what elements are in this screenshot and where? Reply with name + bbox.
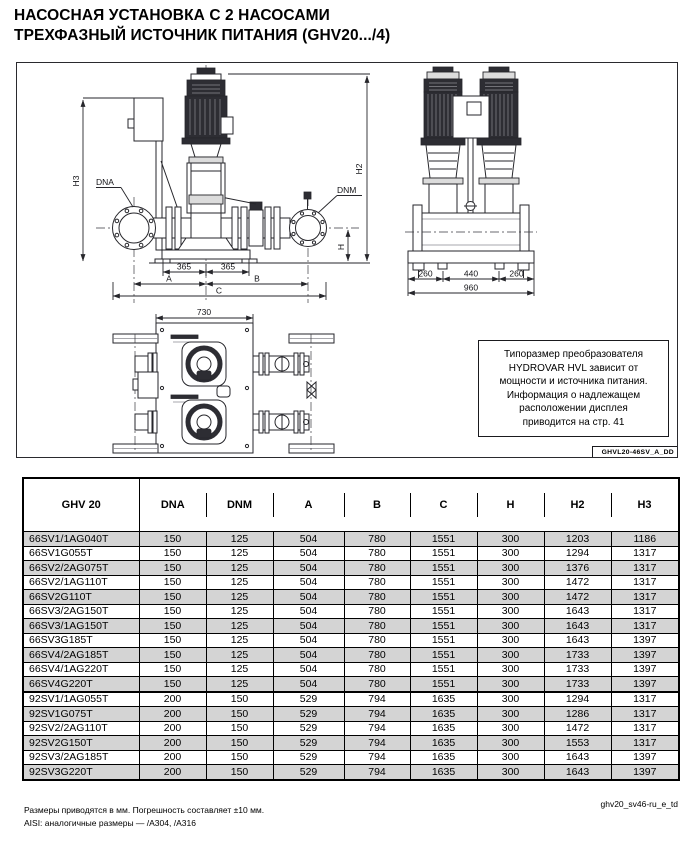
dim-a-label: A (166, 273, 172, 284)
value-cell: 300 (477, 736, 544, 751)
value-cell: 1551 (410, 575, 477, 590)
note-line: Типоразмер преобразователя (504, 349, 643, 360)
model-cell: 92SV1/1AG055T (23, 692, 139, 707)
value-cell: 780 (344, 677, 410, 692)
value-cell: 1397 (611, 633, 679, 648)
table-row (23, 721, 679, 736)
table-row (23, 677, 679, 692)
value-cell: 300 (477, 561, 544, 576)
value-cell: 504 (273, 648, 344, 663)
value-cell: 150 (139, 604, 206, 619)
value-cell: 300 (477, 590, 544, 605)
side-view (405, 67, 537, 296)
value-cell: 1635 (410, 765, 477, 780)
model-cell: 66SV3G185T (23, 633, 139, 648)
value-cell: 200 (139, 736, 206, 751)
dna-label: DNA (96, 177, 114, 187)
value-cell: 504 (273, 662, 344, 677)
table-row (23, 561, 679, 576)
value-cell: 150 (206, 721, 273, 736)
baseplate (408, 251, 534, 263)
control-cabinet (134, 98, 163, 141)
value-cell: 780 (344, 648, 410, 663)
value-cell: 1551 (410, 677, 477, 692)
model-cell: 66SV1G055T (23, 546, 139, 561)
value-cell: 1551 (410, 561, 477, 576)
value-cell: 300 (477, 692, 544, 707)
table-row (23, 575, 679, 590)
value-cell: 200 (139, 750, 206, 765)
note-line: HYDROVAR HVL зависит от (508, 362, 639, 374)
value-cell: 1635 (410, 736, 477, 751)
value-cell: 150 (206, 692, 273, 707)
value-cell: 504 (273, 604, 344, 619)
value-cell: 125 (206, 604, 273, 619)
table-row (23, 590, 679, 605)
value-cell: 1635 (410, 721, 477, 736)
page-title (14, 6, 390, 46)
value-cell: 780 (344, 532, 410, 547)
value-cell: 1397 (611, 750, 679, 765)
discharge-flange (290, 192, 327, 247)
value-cell: 1317 (611, 561, 679, 576)
value-cell: 200 (139, 692, 206, 707)
value-cell: 504 (273, 546, 344, 561)
value-cell: 1553 (544, 736, 611, 751)
dim-365-left: 365 (176, 261, 192, 272)
value-cell: 1733 (544, 662, 611, 677)
value-cell: 1635 (410, 707, 477, 722)
value-cell: 1317 (611, 692, 679, 707)
value-cell: 1635 (410, 692, 477, 707)
dim-b-label: B (254, 273, 260, 284)
model-cell: 66SV3/2AG150T (23, 604, 139, 619)
dim-365-right: 365 (220, 261, 236, 272)
table-row (23, 765, 679, 780)
value-cell: 300 (477, 619, 544, 634)
value-cell: 504 (273, 590, 344, 605)
table-row (23, 633, 679, 648)
dnm-label: DNM (337, 185, 357, 195)
value-cell: 125 (206, 648, 273, 663)
note-line: Информация о надлежащем (506, 389, 641, 401)
value-cell: 1317 (611, 546, 679, 561)
hydrovar-display (467, 102, 481, 115)
footnote-line2: AISI: аналогичные размеры — /A304, /A316 (24, 817, 196, 828)
value-cell: 1472 (544, 575, 611, 590)
value-cell: 529 (273, 736, 344, 751)
column-header: C (410, 478, 477, 532)
model-cell: 92SV2/2AG110T (23, 721, 139, 736)
value-cell: 1472 (544, 590, 611, 605)
value-cell: 125 (206, 590, 273, 605)
value-cell: 780 (344, 546, 410, 561)
value-cell: 125 (206, 677, 273, 692)
model-cell: 66SV2/2AG075T (23, 561, 139, 576)
value-cell: 1551 (410, 619, 477, 634)
value-cell: 780 (344, 604, 410, 619)
value-cell: 300 (477, 532, 544, 547)
note-line: приводится на стр. 41 (522, 416, 625, 428)
value-cell: 1643 (544, 633, 611, 648)
front-view (71, 65, 370, 303)
column-header: DNA (139, 478, 206, 532)
hydrovar-note (478, 340, 669, 437)
value-cell: 300 (477, 546, 544, 561)
value-cell: 1551 (410, 532, 477, 547)
value-cell: 300 (477, 765, 544, 780)
model-cell: 92SV2G150T (23, 736, 139, 751)
value-cell: 150 (139, 662, 206, 677)
value-cell: 780 (344, 662, 410, 677)
value-cell: 150 (139, 561, 206, 576)
table-row (23, 692, 679, 707)
value-cell: 1643 (544, 619, 611, 634)
value-cell: 1551 (410, 633, 477, 648)
h2-dim-label: H2 (354, 163, 364, 175)
h3-dim-label: H3 (71, 175, 81, 187)
table-body (23, 532, 679, 780)
column-header: GHV 20 (23, 478, 139, 532)
value-cell: 1317 (611, 736, 679, 751)
table-row (23, 546, 679, 561)
value-cell: 125 (206, 561, 273, 576)
model-cell: 66SV4G220T (23, 677, 139, 692)
drawing-frame (16, 62, 678, 458)
table-row (23, 619, 679, 634)
dimensions-table-wrapper (22, 477, 678, 781)
value-cell: 780 (344, 619, 410, 634)
value-cell: 1635 (410, 750, 477, 765)
value-cell: 504 (273, 677, 344, 692)
value-cell: 529 (273, 750, 344, 765)
note-line: расположении дисплея (519, 403, 628, 414)
value-cell: 1376 (544, 561, 611, 576)
table-row (23, 707, 679, 722)
footnote-line1: Размеры приводятся в мм. Погрешность составляет ±10 мм. (24, 805, 265, 815)
value-cell: 1472 (544, 721, 611, 736)
model-cell: 92SV3/2AG185T (23, 750, 139, 765)
value-cell: 1317 (611, 619, 679, 634)
value-cell: 1551 (410, 648, 477, 663)
value-cell: 1317 (611, 575, 679, 590)
table-row (23, 604, 679, 619)
value-cell: 794 (344, 721, 410, 736)
value-cell: 1294 (544, 692, 611, 707)
value-cell: 125 (206, 575, 273, 590)
value-cell: 1551 (410, 590, 477, 605)
table-header-row (23, 478, 679, 532)
drawing-code: GHVL20-46SV_A_DD (592, 446, 677, 457)
model-cell: 92SV3G220T (23, 765, 139, 780)
value-cell: 1397 (611, 662, 679, 677)
value-cell: 529 (273, 692, 344, 707)
value-cell: 300 (477, 721, 544, 736)
value-cell: 794 (344, 750, 410, 765)
value-cell: 1317 (611, 707, 679, 722)
dim-260-left: 260 (418, 268, 433, 279)
dim-730: 730 (196, 307, 212, 317)
value-cell: 150 (139, 619, 206, 634)
value-cell: 1551 (410, 604, 477, 619)
document-code: ghv20_sv46-ru_e_td (600, 799, 678, 809)
value-cell: 504 (273, 561, 344, 576)
value-cell: 529 (273, 707, 344, 722)
column-header: B (344, 478, 410, 532)
table-row (23, 532, 679, 547)
value-cell: 504 (273, 575, 344, 590)
value-cell: 300 (477, 648, 544, 663)
value-cell: 794 (344, 692, 410, 707)
table-row (23, 736, 679, 751)
value-cell: 504 (273, 532, 344, 547)
value-cell: 1186 (611, 532, 679, 547)
model-cell: 92SV1G075T (23, 707, 139, 722)
model-cell: 66SV1/1AG040T (23, 532, 139, 547)
value-cell: 125 (206, 546, 273, 561)
value-cell: 300 (477, 662, 544, 677)
value-cell: 794 (344, 707, 410, 722)
value-cell: 150 (139, 648, 206, 663)
value-cell: 150 (139, 633, 206, 648)
value-cell: 1317 (611, 604, 679, 619)
value-cell: 504 (273, 633, 344, 648)
pump-top (182, 342, 226, 386)
value-cell: 1643 (544, 750, 611, 765)
value-cell: 150 (206, 765, 273, 780)
value-cell: 125 (206, 532, 273, 547)
value-cell: 300 (477, 575, 544, 590)
value-cell: 1317 (611, 721, 679, 736)
value-cell: 150 (206, 750, 273, 765)
value-cell: 794 (344, 765, 410, 780)
value-cell: 150 (139, 575, 206, 590)
value-cell: 1397 (611, 677, 679, 692)
table-row (23, 662, 679, 677)
dim-260-right: 260 (509, 268, 524, 279)
value-cell: 1286 (544, 707, 611, 722)
value-cell: 1397 (611, 648, 679, 663)
dimensions-table (22, 477, 680, 781)
value-cell: 150 (206, 736, 273, 751)
valve-body (249, 210, 263, 246)
model-cell: 66SV2G110T (23, 590, 139, 605)
value-cell: 150 (139, 677, 206, 692)
table-row (23, 648, 679, 663)
model-cell: 66SV3/1AG150T (23, 619, 139, 634)
footnotes (24, 804, 264, 829)
value-cell: 780 (344, 575, 410, 590)
check-valve-symbol (307, 382, 316, 398)
value-cell: 125 (206, 619, 273, 634)
valve-lever (221, 197, 256, 204)
page-title-line2: ТРЕХФАЗНЫЙ ИСТОЧНИК ПИТАНИЯ (GHV20.../4) (14, 27, 391, 44)
value-cell: 150 (139, 532, 206, 547)
note-line: мощности и источника питания. (499, 376, 648, 387)
dim-c-label: C (215, 285, 223, 296)
suction-flange (113, 207, 156, 250)
value-cell: 300 (477, 750, 544, 765)
value-cell: 1643 (544, 765, 611, 780)
value-cell: 780 (344, 561, 410, 576)
value-cell: 300 (477, 677, 544, 692)
value-cell: 1733 (544, 677, 611, 692)
model-cell: 66SV2/1AG110T (23, 575, 139, 590)
value-cell: 504 (273, 619, 344, 634)
column-header: H2 (544, 478, 611, 532)
model-cell: 66SV4/2AG185T (23, 648, 139, 663)
value-cell: 300 (477, 604, 544, 619)
value-cell: 1551 (410, 662, 477, 677)
value-cell: 1294 (544, 546, 611, 561)
terminal-box (221, 117, 233, 134)
h-dim-label: H (336, 243, 346, 251)
value-cell: 780 (344, 590, 410, 605)
plan-view (113, 307, 334, 453)
value-cell: 150 (206, 707, 273, 722)
value-cell: 1397 (611, 765, 679, 780)
value-cell: 529 (273, 765, 344, 780)
column-header: H (477, 478, 544, 532)
value-cell: 1317 (611, 590, 679, 605)
cabinet-top (138, 372, 158, 398)
value-cell: 300 (477, 633, 544, 648)
value-cell: 529 (273, 721, 344, 736)
value-cell: 1203 (544, 532, 611, 547)
value-cell: 150 (139, 546, 206, 561)
column-header: H3 (611, 478, 679, 532)
value-cell: 780 (344, 633, 410, 648)
value-cell: 125 (206, 662, 273, 677)
value-cell: 300 (477, 707, 544, 722)
dim-440: 440 (463, 268, 479, 279)
page-title-line1: НАСОСНАЯ УСТАНОВКА С 2 НАСОСАМИ (14, 7, 330, 24)
value-cell: 1733 (544, 648, 611, 663)
value-cell: 1643 (544, 604, 611, 619)
column-header: DNM (206, 478, 273, 532)
value-cell: 200 (139, 707, 206, 722)
table-row (23, 750, 679, 765)
value-cell: 1551 (410, 546, 477, 561)
value-cell: 200 (139, 721, 206, 736)
value-cell: 150 (139, 590, 206, 605)
column-header: A (273, 478, 344, 532)
model-cell: 66SV4/1AG220T (23, 662, 139, 677)
value-cell: 200 (139, 765, 206, 780)
pump-side (421, 67, 465, 213)
value-cell: 794 (344, 736, 410, 751)
dim-960: 960 (463, 282, 479, 293)
value-cell: 125 (206, 633, 273, 648)
